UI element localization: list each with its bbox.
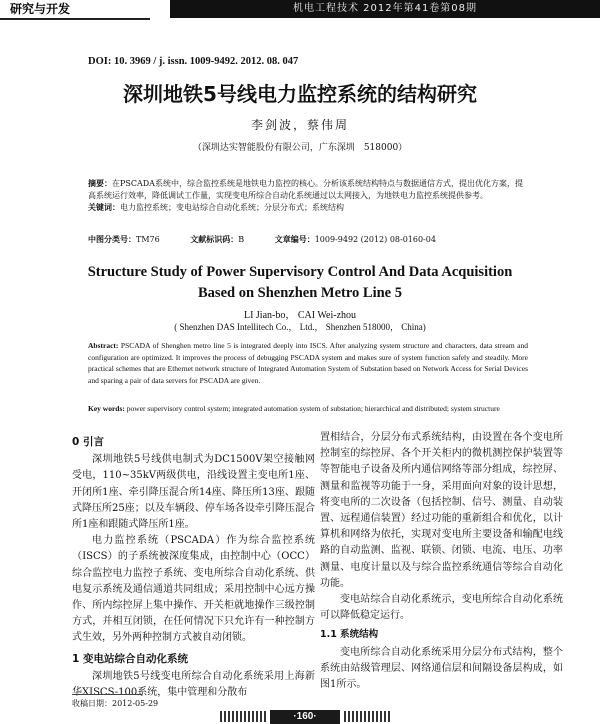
- english-authors: LI Jian-bo， CAI Wei-zhou: [243, 310, 357, 321]
- left-column: [72, 430, 315, 701]
- chinese-abstract-block: [88, 178, 528, 214]
- classification-row: [88, 234, 464, 245]
- section-tag: 研究与开发: [10, 2, 71, 16]
- english-title: [0, 262, 600, 304]
- section-1-paragraph-1: 深圳地铁5号线变电所综合自动化系统采用上海新华XISCS-100系统，集中管理和分散布: [72, 670, 315, 699]
- section-0-paragraph-1: 深圳地铁5号线供电制式为DC1500V架空接触网受电，110~35kV两级供电，沿线设置主变电所1座、开闭所1座、牵引降压混合所14座、降压所13座、跟随式降压所25座；以及车辆段、停车场各设牵引降压混合所1座和跟随式降压所1座。: [72, 454, 315, 531]
- journal-header: [0, 0, 600, 18]
- chinese-abstract: [88, 178, 528, 202]
- right-paragraph-2: 变电站综合自动化系统示，变电所综合自动化系统可以降低稳定运行。: [320, 594, 563, 622]
- chinese-title: 深圳地铁5号线电力监控系统的结构研究: [123, 82, 477, 106]
- chinese-keywords: [88, 202, 528, 214]
- footnote-rule: [72, 694, 142, 695]
- page-number: ·160·: [270, 710, 340, 724]
- english-abstract-text: PSCADA of Shenghen metro line 5 is integrated deeply into ISCS. After analyzing system structure and characters, data stream and configuration are optimized. It improves the process of debugging PSCADA system and makes sure of system function safely and steadily. More practical schemes that are Ethernet network structure of Integrated Automation System of Substation based on Network Access for Serial Devices and sparing a pair of data servers for PSCADA are given.: [88, 341, 528, 385]
- english-title-line-1: Structure Study of Power Supervisory Control And Data Acquisition: [87, 264, 513, 280]
- english-keywords: [88, 404, 528, 413]
- chinese-authors: 李剑波，蔡伟周: [250, 118, 349, 132]
- clc-number: 中图分类号：TM76: [88, 234, 160, 244]
- right-paragraph-1: 置相结合，分层分布式系统结构，由设置在各个变电所控制室的综控屏、各个开关柜内的微机测控保护装置等等智能电子设备及所内通信网络等部分组成，综控屏、测量和监视等功能于一身，采用面向对象的设计思想，将变电所的二次设备（包括控制、信号、测量、自动装置、远程通信装置）经过功能的重新组合和优化，以计算机和网络为依托，实现对变电所主要设备和输配电线路的自动监测、监视、联锁、闭锁、电流、电压、功率测量、电度计量以及与综合监控系统通信等综合自动化功能。: [320, 432, 563, 589]
- page-number-decoration-right: [344, 711, 390, 722]
- chinese-affiliation: （深圳达实智能股份有限公司，广东深圳 518000）: [192, 143, 408, 153]
- journal-banner: 机电工程技术 2012年第41卷第08期: [170, 0, 600, 18]
- document-code: 文献标识码：B: [190, 234, 245, 244]
- abstract-label: 摘要：: [88, 179, 112, 188]
- section-0-paragraph-2: 电力监控系统（PSCADA）作为综合监控系统（ISCS）的子系统被深度集成，由控制中心（OCC）综合监控电力监控子系统、变电所综合自动化系统、供电复示系统及通信通道共同组成；采用控制中心远方操作、所内综控屏上集中操作、开关柜就地操作三级控制方式，并相互闭锁，在任何情况下只允许有一种控制方式生效，另外两种控制方式被自动闭锁。: [72, 535, 315, 644]
- section-1-heading: 1 变电站综合自动化系统: [72, 652, 188, 665]
- english-abstract: [88, 340, 528, 386]
- keywords-text: 电力监控系统；变电站综合自动化系统；分层分布式；系统结构: [120, 203, 344, 212]
- english-abstract-label: Abstract:: [88, 341, 119, 350]
- section-1-1-heading: 1.1 系统结构: [320, 629, 379, 641]
- received-date: 收稿日期：2012-05-29: [72, 699, 159, 708]
- abstract-text: 在PSCADA系统中，综合监控系统是地铁电力监控的核心。分析该系统结构特点与数据通信方式，提出优化方案，提高系统运行效率，降低调试工作量，实现变电所综合自动化系统通过以太网接入，为地铁电力监控系统提供参考。: [88, 179, 523, 200]
- english-abstract-block: [88, 340, 528, 386]
- page-number-decoration-left: [220, 711, 266, 722]
- english-keywords-text: power supervisory control system; integrated automation system of substation; hierarchical and distributed; system structure: [126, 404, 500, 413]
- section-0-heading: 0 引言: [72, 436, 104, 448]
- english-keywords-label: Key words:: [88, 404, 125, 413]
- keywords-label: 关键词：: [88, 203, 120, 212]
- right-column: [320, 430, 563, 693]
- right-paragraph-3: 变电所综合自动化系统采用分层分布式结构，整个系统由站级管理层、网络通信层和间隔设备层构成，如图1所示。: [320, 646, 563, 691]
- doi: DOI: 10. 3969 / j. issn. 1009-9492. 2012. 08. 047: [88, 56, 299, 67]
- article-number: 文章编号：1009-9492 (2012) 08-0160-04: [274, 234, 436, 244]
- english-affiliation: ( Shenzhen DAS Intellitech Co.， Ltd.， Shenzhen 518000， China): [174, 322, 426, 332]
- english-title-line-2: Based on Shenzhen Metro Line 5: [198, 285, 402, 301]
